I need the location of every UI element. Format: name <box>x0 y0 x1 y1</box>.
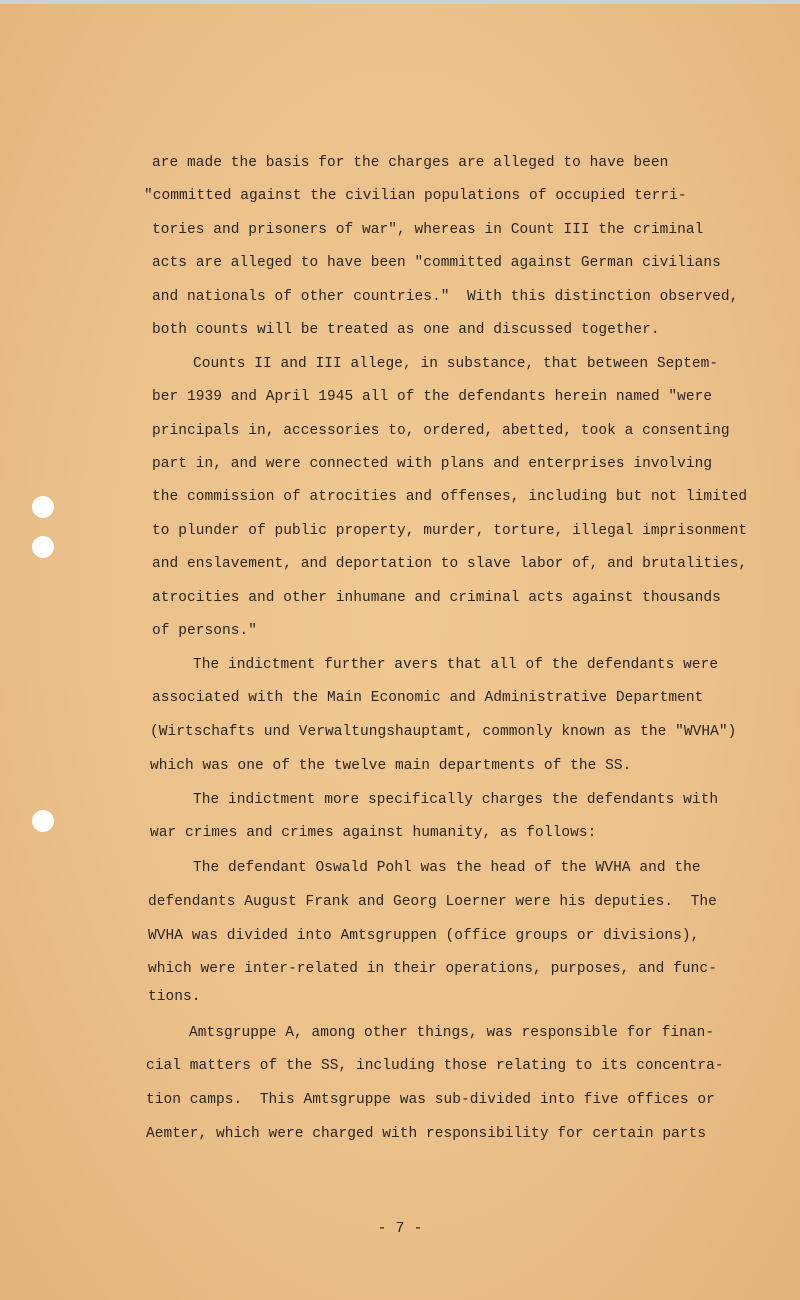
page-number: - 7 - <box>377 1220 423 1237</box>
text-line: tion camps. This Amtsgruppe was sub-divided into five offices or <box>146 1092 715 1108</box>
punch-hole <box>32 536 54 558</box>
text-line: WVHA was divided into Amtsgruppen (office groups or divisions), <box>148 928 700 944</box>
text-line: Aemter, which were charged with responsibility for certain parts <box>146 1126 707 1142</box>
text-line: Amtsgruppe A, among other things, was responsible for finan- <box>189 1025 715 1041</box>
text-line: acts are alleged to have been "committed against German civilians <box>152 255 721 271</box>
text-line: the commission of atrocities and offenses, including but not limited <box>152 489 748 505</box>
text-line: are made the basis for the charges are alleged to have been <box>152 155 669 171</box>
text-line: tories and prisoners of war", whereas in Count III the criminal <box>152 222 704 238</box>
text-line: cial matters of the SS, including those relating to its concentra- <box>146 1058 724 1074</box>
text-line: tions. <box>148 989 201 1005</box>
text-line: associated with the Main Economic and Administrative Department <box>152 690 704 706</box>
text-line: The indictment more specifically charges the defendants with <box>193 792 719 808</box>
text-line: "committed against the civilian populations of occupied terri- <box>144 188 687 204</box>
text-line: The indictment further avers that all of the defendants were <box>193 657 719 673</box>
text-line: ber 1939 and April 1945 all of the defendants herein named "were <box>152 389 713 405</box>
scan-top-edge <box>0 0 800 4</box>
text-line: of persons." <box>152 623 258 639</box>
text-line: principals in, accessories to, ordered, abetted, took a consenting <box>152 423 730 439</box>
text-line: both counts will be treated as one and discussed together. <box>152 322 660 338</box>
text-line: The defendant Oswald Pohl was the head of the WVHA and the <box>193 860 701 876</box>
text-line: (Wirtschafts und Verwaltungshauptamt, commonly known as the "WVHA") <box>150 724 737 740</box>
text-line: war crimes and crimes against humanity, as follows: <box>150 825 597 841</box>
text-line: and nationals of other countries." With this distinction observed, <box>152 289 739 305</box>
text-line: to plunder of public property, murder, torture, illegal imprisonment <box>152 523 748 539</box>
text-line: atrocities and other inhumane and criminal acts against thousands <box>152 590 721 606</box>
text-line: defendants August Frank and Georg Loerner were his deputies. The <box>148 894 717 910</box>
text-line: Counts II and III allege, in substance, that between Septem- <box>193 356 719 372</box>
text-line: and enslavement, and deportation to slave labor of, and brutalities, <box>152 556 748 572</box>
punch-hole <box>32 810 54 832</box>
text-line: which were inter-related in their operations, purposes, and func- <box>148 961 717 977</box>
text-line: part in, and were connected with plans and enterprises involving <box>152 456 713 472</box>
punch-hole <box>32 496 54 518</box>
text-line: which was one of the twelve main departments of the SS. <box>150 758 632 774</box>
